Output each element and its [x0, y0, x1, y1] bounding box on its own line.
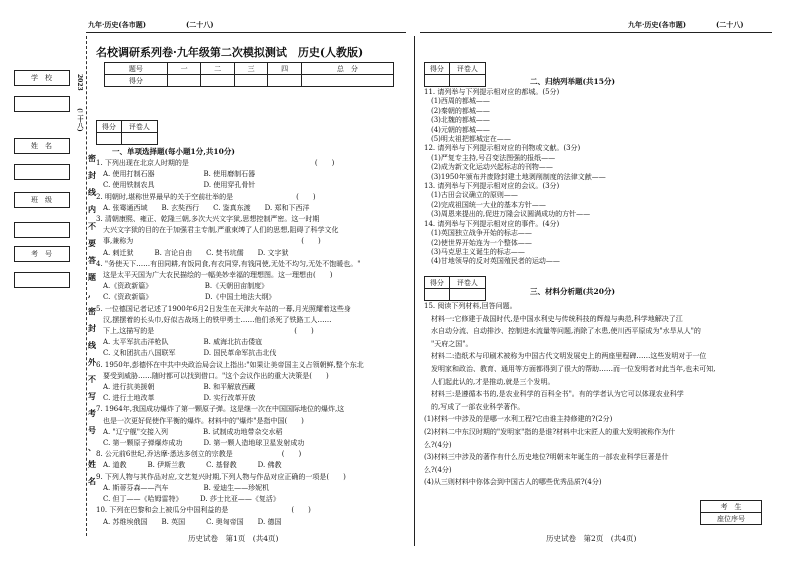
class-blank — [14, 222, 70, 238]
text-line: (2)秦朝的都城—— — [424, 106, 490, 115]
page2-questions-b — [424, 300, 715, 489]
fold-char: 名 — [88, 476, 96, 486]
text-line: (1)材料一中涉及的是哪一水利工程?它由谁主持修建的?(2分) — [424, 415, 613, 424]
text-line: 10. 下列在巴黎和会上被瓜分中国利益的是 ( ) — [96, 506, 311, 515]
left-header-label: 九年·历史(各市题) — [88, 20, 147, 29]
text-line: (3)周恩来提出的,促进万隆会议圆满成功的方针—— — [424, 210, 591, 219]
page2-questions-a — [424, 88, 606, 267]
number-label: 考 号 — [31, 250, 52, 258]
text-line: 12. 请列举与下列提示相对应的刊物或文献。(3分) — [424, 144, 581, 153]
school-field — [14, 70, 70, 86]
text-line: 事,兼称为 ( ) — [96, 237, 321, 246]
name-blank — [14, 164, 70, 180]
text-line: A. 使用打制石器 B. 使用磨制石器 — [96, 170, 256, 179]
text-line: 3. 清朝康熙、雍正、乾隆三朝,多次大兴文字狱,思想控制严密。这一时期 — [96, 215, 320, 224]
mini-score-label: 得分 — [97, 121, 122, 133]
text-line: A. 太平军抗击洋枪队 B. 威海北抗击倭寇 — [96, 338, 263, 347]
text-line: (5)明太祖把都城定在—— — [424, 135, 511, 144]
text-line: 材料三:是遵循本书的,是农业科学的百科全书"。有的学者认为它可以体现农业科学 — [424, 390, 684, 399]
text-line: 8. 公元前6世纪,乔达摩·悉达多创立的宗教是 ( ) — [96, 450, 302, 459]
text-line: 水自动分流、自动排沙、控制进水流量等问题,消除了水患,使川西平原成为"水旱从人"的 — [424, 327, 701, 336]
sidebar-year: 2023 — [76, 74, 83, 91]
text-line: A. 道教 B. 伊斯兰教 C. 基督教 D. 佛教 — [96, 461, 282, 470]
score-table-cell — [301, 75, 393, 87]
text-line: 1. 下列出现在北京人时期的是 ( ) — [96, 159, 335, 167]
text-line: 9. 下列人物与其作品对应,文艺复兴时期,下列人物与作品对应正确的一项是( ) — [96, 472, 346, 481]
fold-char: 题 — [88, 272, 96, 282]
text-line: 么?(4分) — [424, 465, 452, 474]
fold-char: 考 — [88, 408, 96, 418]
fold-char: 号 — [88, 425, 96, 435]
seat-box-label-1: 考 生 — [701, 501, 762, 513]
text-line: A. 斯蒂芬森——汽车 B. 爱迪生——珍妮机 — [96, 483, 270, 492]
number-field — [14, 246, 70, 262]
text-line: C. 但丁——《哈姆雷特》 D. 莎士比亚——《复活》 — [96, 495, 280, 504]
text-line: C. 使用铁制农具 D. 使用穿孔骨针 — [96, 181, 256, 190]
fold-char: 不 — [88, 221, 96, 231]
score-table — [104, 62, 394, 87]
mini-score-label: 得分 — [425, 63, 450, 75]
text-line: 6. 1950年,彭德怀在中共中央政治局会议上指出:"如果让美帝国主义占领朝鲜,整个东北 — [96, 360, 364, 369]
text-line: A. "辽宁舰"交接入列 B. 试制成功地带杂交水稻 — [96, 427, 283, 436]
mini-score-table-3 — [424, 276, 486, 301]
text-line: (1)西周的都城—— — [424, 97, 490, 106]
text-line: (3)材料三中涉及的著作有什么历史地位?明朝末年诞生的一部农业科学巨著是什 — [424, 453, 669, 462]
text-line: C. 义和团抗击八国联军 D. 国民革命军抗击北伐 — [96, 349, 277, 358]
header-rule-left — [86, 32, 406, 33]
text-line: (4)甘地领导的反对英国殖民者的运动—— — [424, 257, 560, 266]
text-line: 这是太平天国为广大农民描绘的一幅美妙幸福的理想图。这一理想由( ) — [96, 271, 333, 280]
text-line: 发明家和政治、教育、通用等方面都得到了很大的帮助……而一位发明者对此当年,也未可知, — [424, 364, 716, 373]
text-line: (1)古田会议确立的原则—— — [424, 191, 518, 200]
text-line: C. 第一颗原子弹爆炸成功 D. 第一颗人造地球卫星发射成功 — [96, 439, 305, 448]
page1-footer: 历史试卷 第1页 (共4页) — [188, 534, 279, 543]
fold-char: 不 — [88, 374, 96, 384]
page-divider — [414, 36, 415, 546]
text-line: (2)使世界开始连为一个整体—— — [424, 238, 532, 247]
text-line: (3)马克思主义诞生的标志—— — [424, 247, 525, 256]
text-line: (1)英国独立战争开始的标志—— — [424, 229, 532, 238]
text-line: 13. 请列举与下列提示相对应的会议。(3分) — [424, 182, 560, 191]
text-line: 2. 明朝时,堪称世界最早的关于空前壮举的是 ( ) — [96, 192, 316, 201]
text-line: 大兴文字狱的目的在于加强君主专制,严重束缚了人们的思想,阻碍了科学文化 — [96, 226, 339, 235]
text-line: (3)1950年颁布并废除封建土地剥削制度的法律文献—— — [424, 172, 606, 181]
left-header-num: (二十八) — [186, 20, 214, 29]
text-line: (2)完成祖国统一大业的基本方针—— — [424, 200, 546, 209]
right-header-label: 九年·历史(各市题) — [628, 20, 687, 29]
fold-char: , — [88, 289, 91, 299]
text-line: (1)严复专主持,号召变法图强的报纸—— — [424, 153, 556, 162]
right-header-num: (二十八) — [716, 20, 744, 29]
fold-char: 密 — [88, 153, 96, 163]
fold-char: 线 — [88, 187, 96, 197]
name-field — [14, 138, 70, 154]
class-label: 班 级 — [31, 196, 52, 204]
text-line: 也是一次更好促使作平衡的爆炸。材料中的"爆炸"是指中国( ) — [96, 416, 304, 425]
text-line: A. 刺迁狱 B. 言论自由 C. 焚书坑儒 D. 文字狱 — [96, 248, 289, 257]
mini-grader-label: 评卷人 — [449, 277, 485, 289]
page1-questions — [96, 158, 364, 528]
fold-char: 、 — [88, 442, 96, 452]
text-line: A.《资政新篇》 B.《天朝田亩制度》 — [96, 282, 269, 291]
mini-score-table-1 — [96, 120, 158, 145]
mini-grader-label: 评卷人 — [121, 121, 157, 133]
text-line: 么?(4分) — [424, 440, 452, 449]
text-line: (4)从三则材料中你体会到中国古人的哪些优秀品质?(4分) — [424, 478, 602, 487]
text-line: A. 张骞通西域 B. 玄奘西行 C. 鉴真东渡 D. 郑和下西洋 — [96, 203, 310, 212]
score-table-cell: 一 — [167, 63, 201, 75]
seat-box — [700, 500, 762, 525]
fold-char: 密 — [88, 306, 96, 316]
score-table-cell: 得分 — [105, 75, 168, 87]
text-line: 材料一:它修建于战国时代,是中国水利史与传统科技的辉煌与典范,科学地解决了江 — [424, 314, 683, 323]
number-blank — [14, 272, 70, 288]
text-line: 的,写成了一部农业科学著作。 — [424, 402, 525, 411]
score-table-cell — [234, 75, 268, 87]
fold-char: 封 — [88, 170, 96, 180]
mini-grader-label: 评卷人 — [449, 63, 485, 75]
fold-char: 封 — [88, 323, 96, 333]
fold-char: 线 — [88, 340, 96, 350]
text-line: 14. 请列举与下列提示相对应的事件。(4分) — [424, 219, 560, 228]
exam-title: 名校调研系列卷·九年级第二次模拟测试 历史(人教版) — [96, 46, 364, 59]
text-line: (2)成为新文化运动兴起标志的刊物—— — [424, 163, 553, 172]
text-line: A. 进行抗美援朝 B. 和平解放西藏 — [96, 383, 256, 392]
seat-box-label-2: 座位序号 — [701, 513, 762, 525]
fold-char: 写 — [88, 391, 96, 401]
fold-char: 内 — [88, 204, 96, 214]
text-line: (4)元朝的都城—— — [424, 125, 490, 134]
school-label: 学 校 — [31, 74, 52, 82]
fold-char: 外 — [88, 357, 96, 367]
text-line: 5. 一位德国记者记述了1900年6月2日发生在天津火车站的一幕,月光照耀着这些身 — [96, 304, 351, 313]
fold-char: 姓 — [88, 459, 96, 469]
score-table-cell: 四 — [268, 63, 302, 75]
class-field — [14, 192, 70, 208]
score-table-cell — [268, 75, 302, 87]
school-blank — [14, 96, 70, 112]
score-table-cell: 总 分 — [301, 63, 393, 75]
text-line: 汉,摆摆着的长头巾,好似古战场上的铁甲勇士……他们杀死了铁路工人…… — [96, 315, 332, 324]
score-table-cell — [167, 75, 201, 87]
text-line: 材料二:造纸术与印刷术被称为中国古代文明发展史上的两座里程碑……这些发明对于一位 — [424, 352, 707, 361]
text-line: (2)材料二中东汉时期的"发明家"指的是谁?材料中北宋匠人的重大发明被称作为什 — [424, 427, 676, 436]
section-1-heading: 一、单项选择题(每小题1分,共10分) — [112, 147, 235, 156]
header-rule-right — [420, 32, 772, 33]
text-line: C. 进行土地改革 D. 实行改革开放 — [96, 394, 256, 403]
sidebar-code: (二十八) — [76, 108, 83, 132]
name-label: 姓 名 — [31, 142, 52, 150]
text-line: 人们起此认的,才是推动,就是三个发明。 — [424, 377, 555, 386]
fold-char: 答 — [88, 255, 96, 265]
score-table-cell: 三 — [234, 63, 268, 75]
text-line: "天府之国"。 — [424, 339, 473, 348]
text-line: 要受到威胁……随时都可以找到借口。"这个会议作出的重大决策是( ) — [96, 371, 329, 380]
fold-char: 要 — [88, 238, 96, 248]
text-line: 下上,这描写的是 ( ) — [96, 327, 314, 336]
mini-score-label: 得分 — [425, 277, 450, 289]
score-table-cell: 二 — [201, 63, 235, 75]
text-line: 4. "务使天下……有田同耕,有饭同食,有衣同穿,有钱同使,无处不均匀,无处不饱暖也。" — [96, 259, 361, 268]
text-line: 7. 1964年,我国成功爆炸了第一颗原子弹。这是继一次在中国国际地位的爆炸,这 — [96, 405, 345, 414]
page2-footer: 历史试卷 第2页 (共4页) — [546, 534, 637, 543]
section-2-heading: 二、归纳列举题(共15分) — [530, 77, 616, 86]
section-3-heading: 三、材料分析题(共20分) — [530, 287, 616, 296]
text-line: A. 苏维埃俄国 B. 英国 C. 奥匈帝国 D. 德国 — [96, 517, 282, 526]
score-table-cell — [201, 75, 235, 87]
fold-line — [86, 36, 87, 536]
text-line: (3)北魏的都城—— — [424, 116, 490, 125]
text-line: 11. 请列举与下列提示相对应的都城。(5分) — [424, 88, 560, 96]
text-line: 15. 阅读下列材料,回答问题。 — [424, 302, 517, 310]
score-table-cell: 题号 — [105, 63, 168, 75]
mini-score-table-2 — [424, 62, 486, 87]
text-line: C.《资政新篇》 D.《中国土地法大纲》 — [96, 293, 276, 302]
